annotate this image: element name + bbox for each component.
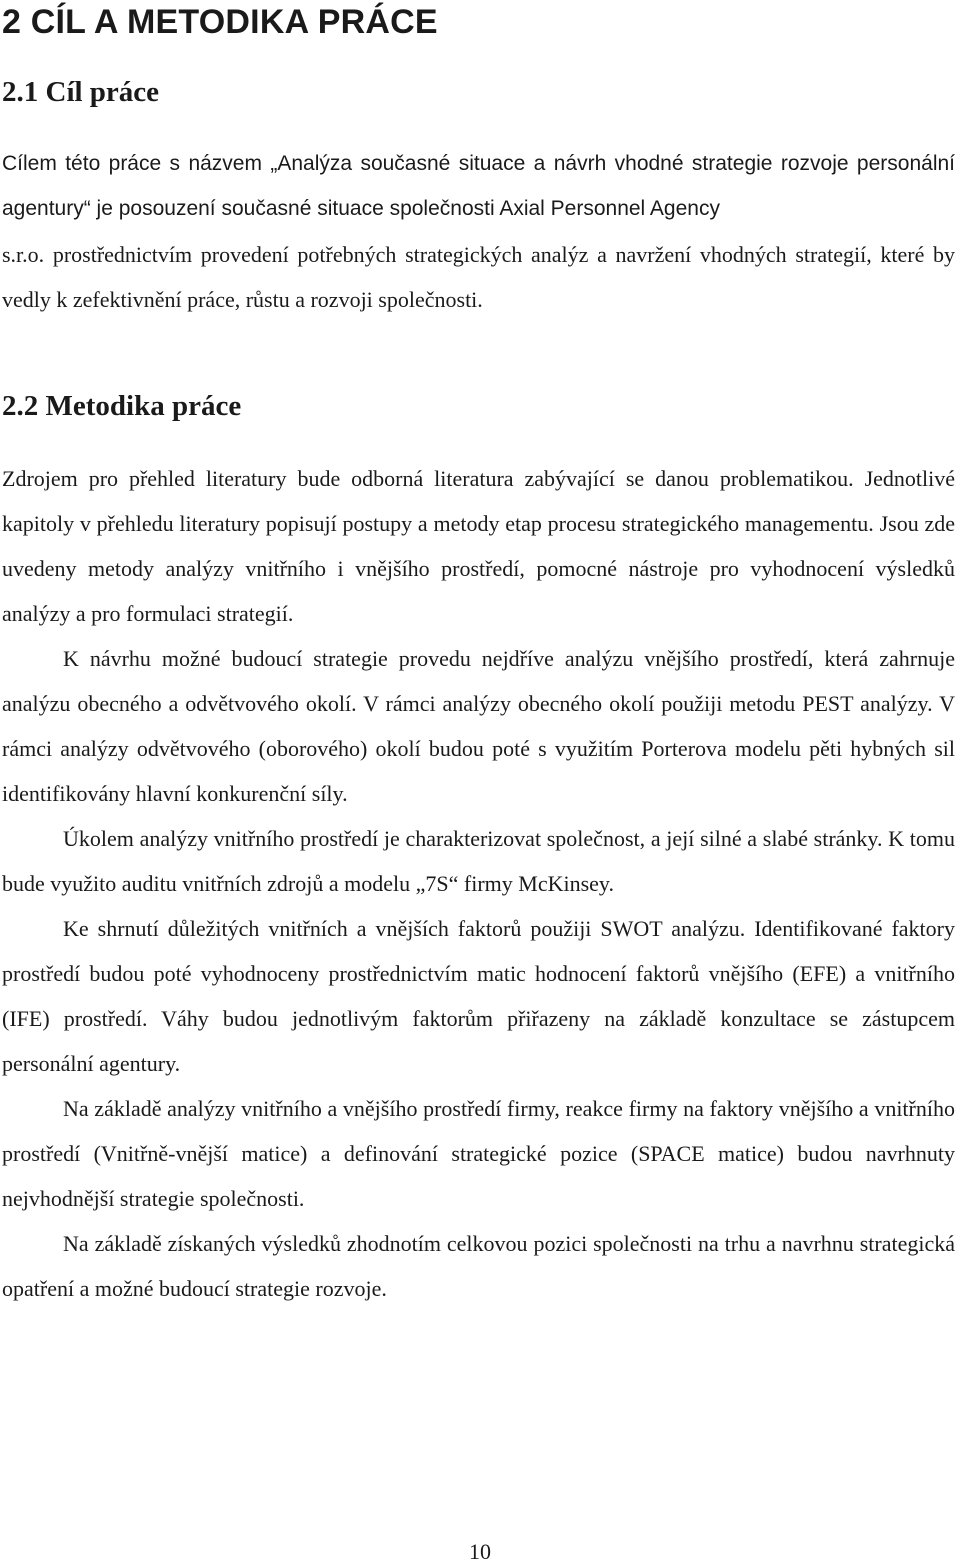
- chapter-heading: 2 CÍL A METODIKA PRÁCE: [2, 3, 438, 41]
- method-paragraph-3: Úkolem analýzy vnitřního prostředí je charakterizovat společnost, a její silné a slabé stránky. K tomu bude využito auditu vnitřních zdrojů a modelu „7S“ firmy McKinsey.: [2, 826, 955, 896]
- goal-paragraph-rest: s.r.o. prostřednictvím provedení potřebných strategických analýz a navržení vhodných strategií, které by vedly k zefektivnění práce, růstu a rozvoji společnosti.: [2, 242, 955, 312]
- method-paragraph-1: Zdrojem pro přehled literatury bude odborná literatura zabývající se danou problematikou. Jednotlivé kapitoly v přehledu literatury popisují postupy a metody etap procesu strategického managementu. Jsou zde uvedeny metody analýzy vnitřního i vnějšího prostředí, pomocné nástroje pro vyhodnocení výsledků analýzy a pro formulaci strategií.: [2, 466, 955, 626]
- page-number: 10: [469, 1539, 491, 1564]
- method-paragraph-2: K návrhu možné budoucí strategie provedu nejdříve analýzu vnějšího prostředí, která zahrnuje analýzu obecného a odvětvového okolí. V rámci analýzy obecného okolí použiji metodu PEST analýzy. V rámci analýzy odvětvového (oborového) okolí budou poté s využitím Porterova modelu pěti hybných sil identifikovány hlavní konkurenční síly.: [2, 646, 955, 806]
- method-paragraph-6: Na základě získaných výsledků zhodnotím celkovou pozici společnosti na trhu a navrhnu strategická opatření a možné budoucí strategie rozvoje.: [2, 1231, 955, 1301]
- method-paragraph-4: Ke shrnutí důležitých vnitřních a vnějších faktorů použiji SWOT analýzu. Identifikované faktory prostředí budou poté vyhodnoceny prostřednictvím matic hodnocení faktorů vnějšího (EFE) a vnitřního (IFE) prostředí. Váhy budou jednotlivým faktorům přiřazeny na základě konzultace se zástupcem personální agentury.: [2, 916, 955, 1076]
- goal-paragraph-lead: Cílem této práce s názvem „Analýza současné situace a návrh vhodné strategie rozvoje personální agentury“ je posouzení současné situace společnosti Axial Personnel Agency: [2, 152, 955, 220]
- section-heading-goal: 2.1 Cíl práce: [2, 76, 160, 108]
- method-paragraph-5: Na základě analýzy vnitřního a vnějšího prostředí firmy, reakce firmy na faktory vnějšího a vnitřního prostředí (Vnitřně-vnější matice) a definování strategické pozice (SPACE matice) budou navrhnuty nejvhodnější strategie společnosti.: [2, 1096, 955, 1211]
- section-heading-method: 2.2 Metodika práce: [2, 390, 242, 422]
